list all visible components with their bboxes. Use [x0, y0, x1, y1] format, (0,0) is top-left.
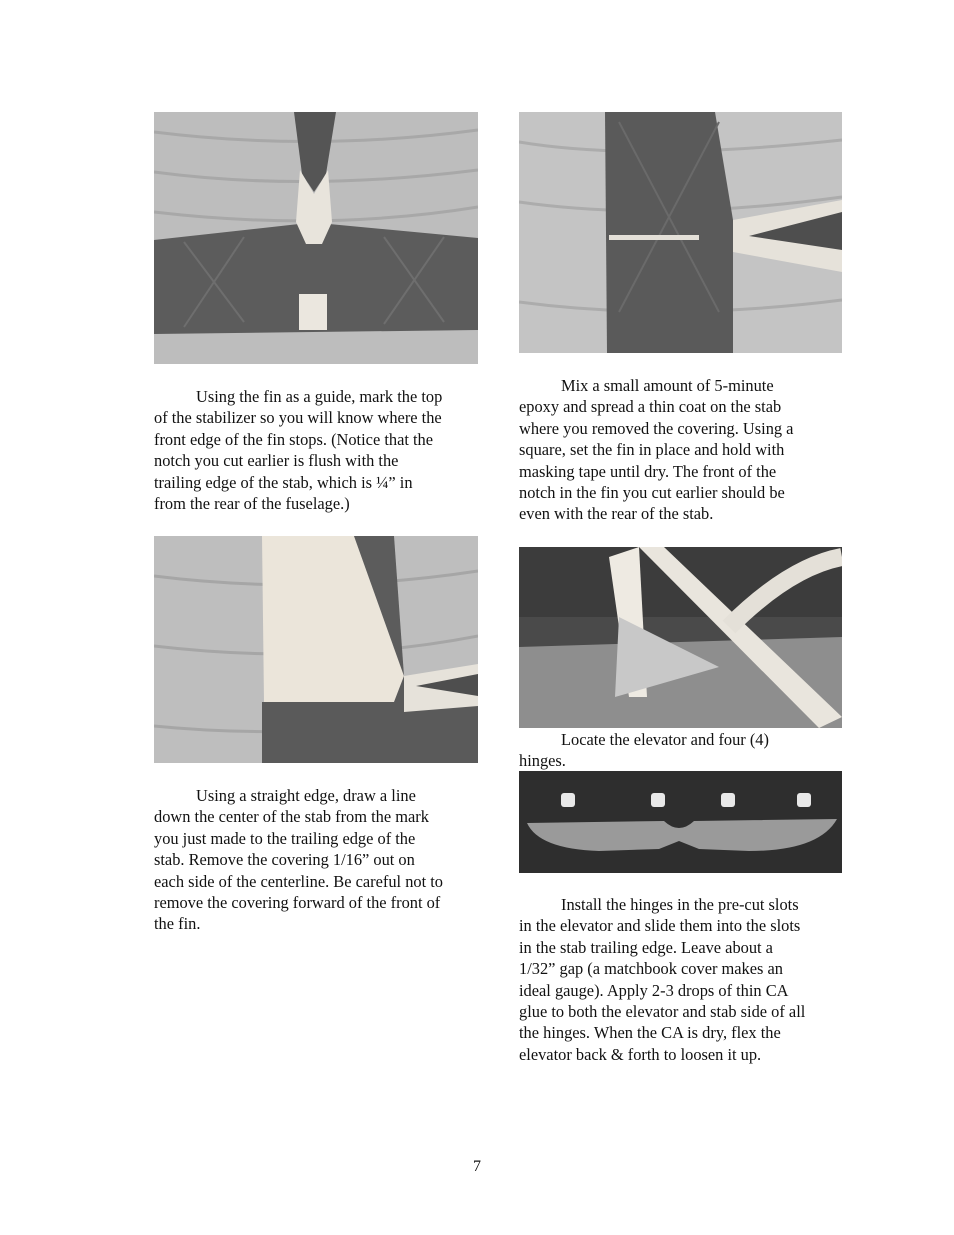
instruction-locate-elevator	[519, 729, 809, 772]
instruction-mark-stab-text: Using the fin as a guide, mark the top of the stabilizer so you will know where the front edge of the fin stops. (Notice that the notch you cut earlier is flush with the trailing edge of the stab, which is ¼” in from the rear of the fuselage.)	[154, 387, 443, 514]
photo-fin-on-stab	[154, 112, 478, 364]
instruction-epoxy-fin-text: Mix a small amount of 5-minute epoxy and spread a thin coat on the stab where you removed the covering. Using a square, set the fin in place and hold with masking tape until dry. The front of the notch in the fin you cut earlier should be even with the rear of the stab.	[519, 376, 794, 524]
photo-square-holding-fin	[519, 547, 842, 728]
instruction-straight-edge-text: Using a straight edge, draw a line down the center of the stab from the mark you just made to the trailing edge of the stab. Remove the covering 1/16” out on each side of the centerline. Be careful not to remove the covering forward of the front of the fin.	[154, 786, 443, 934]
photo-elevator-hinges	[519, 771, 842, 873]
instruction-mark-stab	[154, 386, 444, 514]
instruction-locate-elevator-text: Locate the elevator and four (4) hinges.	[519, 730, 769, 771]
photo-stab-notch	[519, 112, 842, 353]
instruction-install-hinges	[519, 894, 809, 1065]
instruction-epoxy-fin	[519, 375, 809, 525]
photo-fin-centerline	[154, 536, 478, 763]
instruction-straight-edge	[154, 785, 444, 935]
instruction-install-hinges-text: Install the hinges in the pre-cut slots in the elevator and slide them into the slots in the stab trailing edge. Leave about a 1/32” gap (a matchbook cover makes an ideal gauge). Apply 2-3 drops of thin CA glue to both the elevator and stab side of all the hinges. When the CA is dry, flex the elevator back & forth to loosen it up.	[519, 895, 806, 1064]
page-number: 7	[473, 1158, 481, 1175]
